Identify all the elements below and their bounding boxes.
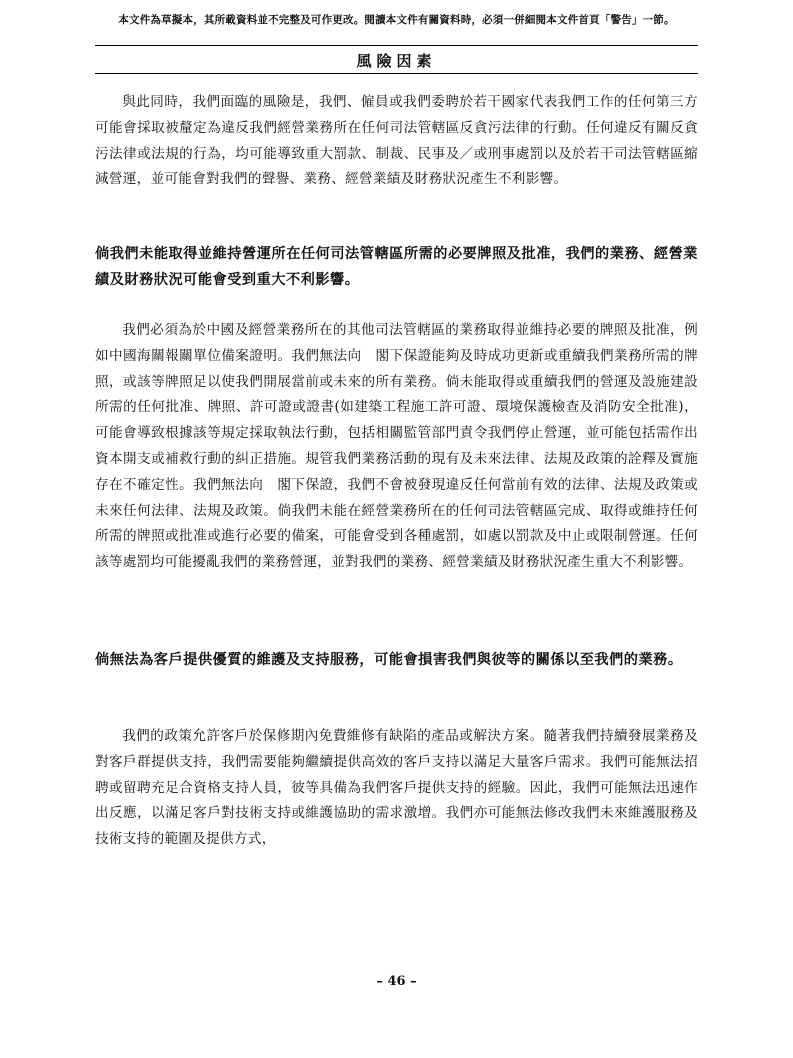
body-paragraph-maintenance-support: 我們的政策允許客戶於保修期內免費維修有缺陷的產品或解決方案。隨著我們持續發展業務及對客戶群提供支持，我們需要能夠繼續提供高效的客戶支持以滿足大量客戶需求。我們可能無法招聘或留聘充足合資格支持人員，彼等具備為我們客戶提供支持的經驗。因此，我們可能無法迅速作出反應，以滿足客戶對技術支持或維護協助的需求激增。我們亦可能無法修改我們未來維護服務及技術支持的範圍及提供方式， [95,728,698,848]
draft-warning-header: 本文件為草擬本，其所載資料並不完整及可作更改。閱讀本文件有關資料時，必須一併細閱本文件首頁「警告」一節。 [118,14,675,26]
header-divider-bottom [95,73,698,74]
risk-heading-maintenance-support: 倘無法為客戶提供優質的維護及支持服務，可能會損害我們與彼等的關係以至我們的業務。 [95,652,683,668]
page-number: – 46 – [376,974,417,989]
body-paragraph-anti-corruption: 與此同時，我們面臨的風險是，我們、僱員或我們委聘於若干國家代表我們工作的任何第三方可能會採取被釐定為違反我們經營業務所在任何司法管轄區反貪污法律的行動。任何違反有關反貪污法律或法規的行為，均可能導致重大罰款、制裁、民事及／或刑事處罰以及於若干司法管轄區縮減營運，並可能會對我們的聲譽、業務、經營業績及財務狀況產生不利影響。 [95,94,698,188]
body-paragraph-licences: 我們必須為於中國及經營業務所在的其他司法管轄區的業務取得並維持必要的牌照及批准，例如中國海關報關單位備案證明。我們無法向 閣下保證能夠及時成功更新或重續我們業務所需的牌照，或該等牌照足以使我們開展當前或未來的所有業務。倘未能取得或重續我們的營運及設施建設所需的任何批准、牌照、許可證或證書(如建築工程施工許可證、環境保護檢查及消防安全批准)，可能會導致根據該等規定採取執法行動，包括相關監管部門責令我們停止營運，並可能包括需作出資本開支或補救行動的糾正措施。規管我們業務活動的現有及未來法律、法規及政策的詮釋及實施存在不確定性。我們無法向 閣下保證，我們不會被發現違反任何當前有效的法律、法規及政策或未來任何法律、法規及政策。倘我們未能在經營業務所在的任何司法管轄區完成、取得或維持任何所需的牌照或批准或進行必要的備案，可能會受到各種處罰，如處以罰款及中止或限制營運。任何該等處罰均可能擾亂我們的業務營運，並對我們的業務、經營業績及財務狀況產生重大不利影響。 [95,322,698,571]
risk-heading-licences: 倘我們未能取得並維持營運所在任何司法管轄區所需的必要牌照及批准，我們的業務、經營業績及財務狀況可能會受到重大不利影響。 [95,246,698,288]
section-title: 風險因素 [356,52,437,70]
header-divider-top [95,45,698,46]
